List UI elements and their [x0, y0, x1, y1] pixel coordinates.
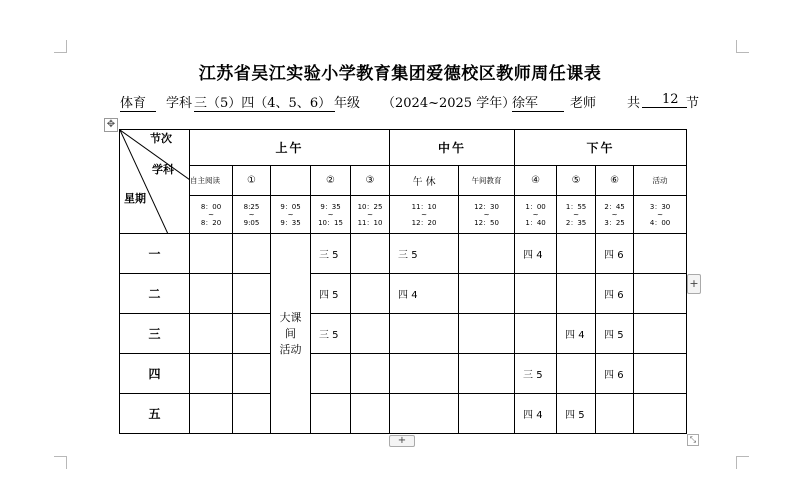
time-part: 9：05 [280, 202, 301, 211]
period-header-3: ② [311, 166, 351, 196]
class-cell[interactable] [311, 394, 351, 434]
class-cell[interactable] [351, 354, 390, 394]
time-part: 9：35 [280, 218, 301, 227]
time-part: ~ [483, 210, 490, 219]
group-header-afternoon: 下午 [515, 130, 687, 166]
class-cell[interactable] [351, 234, 390, 274]
time-part: ~ [248, 210, 255, 219]
class-cell[interactable] [557, 274, 596, 314]
page-corner-mark-tr [736, 40, 749, 53]
big-break-text: 间 [285, 326, 296, 340]
class-cell[interactable]: 四 6 [596, 354, 634, 394]
time-part: ~ [573, 210, 579, 219]
time-part: ~ [611, 210, 618, 219]
class-cell[interactable]: 三 5 [311, 234, 351, 274]
time-part: 1：55 [565, 202, 587, 211]
time-part: 1：00 [525, 202, 546, 211]
time-part: 10：15 [318, 218, 343, 227]
time-part: ~ [657, 210, 663, 219]
time-part: ~ [367, 210, 373, 219]
day-rows [120, 234, 687, 434]
class-cell[interactable] [351, 394, 390, 434]
subject-value: 体育 [120, 92, 156, 112]
weekday-label: 一 [120, 234, 190, 274]
table-resize-icon[interactable]: ⤡ [687, 434, 699, 446]
time-part: 2：35 [565, 218, 587, 227]
period-header-2 [271, 166, 311, 196]
class-cell[interactable]: 三 5 [390, 234, 459, 274]
class-cell[interactable] [459, 274, 515, 314]
time-header-4 [351, 196, 390, 234]
time-part: 8：20 [200, 218, 222, 227]
total-prefix: 共 [627, 96, 641, 111]
teacher-name: 徐军 [512, 92, 564, 112]
class-cell[interactable] [351, 314, 390, 354]
page-corner-mark-br [736, 456, 749, 469]
time-part: ~ [327, 210, 334, 219]
time-header-0 [190, 196, 233, 234]
page-corner-mark-tl [54, 40, 67, 53]
time-part: 10：25 [357, 202, 383, 211]
period-header-row [120, 166, 687, 196]
page-corner-mark-bl [54, 456, 67, 469]
time-part: 9：35 [320, 202, 341, 211]
weekday-label: 四 [120, 354, 190, 394]
class-cell[interactable] [190, 234, 233, 274]
class-cell[interactable] [390, 314, 459, 354]
time-part: 12：20 [411, 218, 437, 227]
time-header-10 [634, 196, 687, 234]
class-cell[interactable] [190, 394, 233, 434]
class-cell[interactable] [459, 354, 515, 394]
period-header-8: ⑤ [557, 166, 596, 196]
class-cell[interactable] [233, 394, 271, 434]
class-cell[interactable]: 四 4 [390, 274, 459, 314]
document-title: 江苏省吴江实验小学教育集团爱德校区教师周任课表 [198, 64, 602, 84]
time-header-2 [271, 196, 311, 234]
class-cell[interactable] [390, 354, 459, 394]
time-header-5 [390, 196, 459, 234]
grade-classes-value: 三（5）四（4、5、6） [194, 92, 335, 112]
class-cell[interactable] [634, 354, 687, 394]
time-part: ~ [532, 210, 539, 219]
weekday-label: 五 [120, 394, 190, 434]
time-part: 2：45 [604, 202, 625, 211]
class-cell[interactable]: 三 5 [311, 314, 351, 354]
big-break-text: 大课 [279, 310, 302, 324]
time-header-row [120, 196, 687, 234]
time-part: ~ [287, 210, 294, 219]
class-cell[interactable] [459, 394, 515, 434]
class-cell[interactable]: 四 5 [557, 394, 596, 434]
class-cell[interactable] [190, 354, 233, 394]
time-part: 3：30 [649, 202, 671, 211]
period-header-10: 活动 [634, 166, 687, 196]
class-cell[interactable]: 四 4 [515, 234, 557, 274]
total-count: 12 [642, 92, 687, 108]
corner-label-weekday: 星期 [124, 192, 146, 205]
time-part: 1：40 [525, 218, 546, 227]
class-cell[interactable] [233, 314, 271, 354]
group-header-noon: 中午 [390, 130, 515, 166]
class-cell[interactable]: 四 4 [557, 314, 596, 354]
teacher-label: 老师 [570, 96, 597, 111]
time-header-3 [311, 196, 351, 234]
class-cell[interactable]: 四 6 [596, 274, 634, 314]
time-part: ~ [208, 210, 214, 219]
class-cell[interactable]: 四 4 [515, 394, 557, 434]
weekday-label: 三 [120, 314, 190, 354]
class-cell[interactable] [515, 314, 557, 354]
schedule-table [119, 129, 687, 434]
period-header-1: ① [233, 166, 271, 196]
class-cell[interactable] [190, 274, 233, 314]
period-header-9: ⑥ [596, 166, 634, 196]
class-cell[interactable] [233, 234, 271, 274]
period-header-6: 午间教育 [459, 166, 515, 196]
period-header-0: 自主阅读 [190, 166, 233, 196]
day-row [120, 314, 687, 354]
weekday-label: 二 [120, 274, 190, 314]
school-year: （2024~2025 学年） [382, 96, 516, 111]
time-header-1 [233, 196, 271, 234]
class-cell[interactable] [634, 394, 687, 434]
class-cell[interactable]: 四 5 [311, 274, 351, 314]
time-part: 11：10 [411, 202, 437, 211]
group-header-morning: 上午 [190, 130, 390, 166]
class-cell[interactable] [233, 354, 271, 394]
class-cell[interactable] [557, 354, 596, 394]
class-cell[interactable] [459, 234, 515, 274]
class-cell[interactable] [515, 274, 557, 314]
day-row [120, 394, 687, 434]
class-cell[interactable] [459, 314, 515, 354]
corner-label-period: 节次 [150, 132, 172, 145]
class-cell[interactable] [390, 394, 459, 434]
day-row [120, 274, 687, 314]
class-cell[interactable] [634, 314, 687, 354]
time-header-7 [515, 196, 557, 234]
time-part: 12：30 [474, 202, 499, 211]
period-header-5: 午 休 [390, 166, 459, 196]
big-break-cell [271, 234, 311, 434]
period-header-7: ④ [515, 166, 557, 196]
subtitle-line [120, 92, 700, 110]
class-cell[interactable] [634, 274, 687, 314]
header-corner-cell [120, 130, 190, 234]
big-break-text: 活动 [279, 342, 302, 356]
time-header-8 [557, 196, 596, 234]
class-cell[interactable] [190, 314, 233, 354]
time-part: 9:05 [243, 218, 260, 227]
class-cell[interactable] [634, 234, 687, 274]
time-part: 8:25 [243, 202, 260, 211]
add-column-plus-icon[interactable]: + [687, 274, 701, 294]
grade-label: 年级 [334, 96, 361, 111]
time-header-9 [596, 196, 634, 234]
time-part: 8：00 [200, 202, 222, 211]
time-part: 3：25 [604, 218, 625, 227]
class-cell[interactable]: 四 6 [596, 234, 634, 274]
day-row [120, 234, 687, 274]
total-suffix: 节 [686, 96, 700, 111]
class-cell[interactable] [233, 274, 271, 314]
time-header-6 [459, 196, 515, 234]
time-part: 4：00 [649, 218, 671, 227]
day-row [120, 354, 687, 394]
subject-label: 学科 [166, 96, 193, 111]
class-cell[interactable] [351, 274, 390, 314]
class-cell[interactable] [596, 394, 634, 434]
class-cell[interactable] [311, 354, 351, 394]
class-cell[interactable]: 四 5 [596, 314, 634, 354]
class-cell[interactable]: 三 5 [515, 354, 557, 394]
time-part: ~ [421, 210, 427, 219]
add-row-plus-icon[interactable]: + [389, 435, 415, 447]
time-part: 12：50 [474, 218, 499, 227]
time-part: 11：10 [357, 218, 383, 227]
table-move-handle-icon[interactable]: ✥ [104, 118, 118, 132]
period-header-4: ③ [351, 166, 390, 196]
class-cell[interactable] [557, 234, 596, 274]
corner-label-subject: 学科 [152, 163, 174, 176]
